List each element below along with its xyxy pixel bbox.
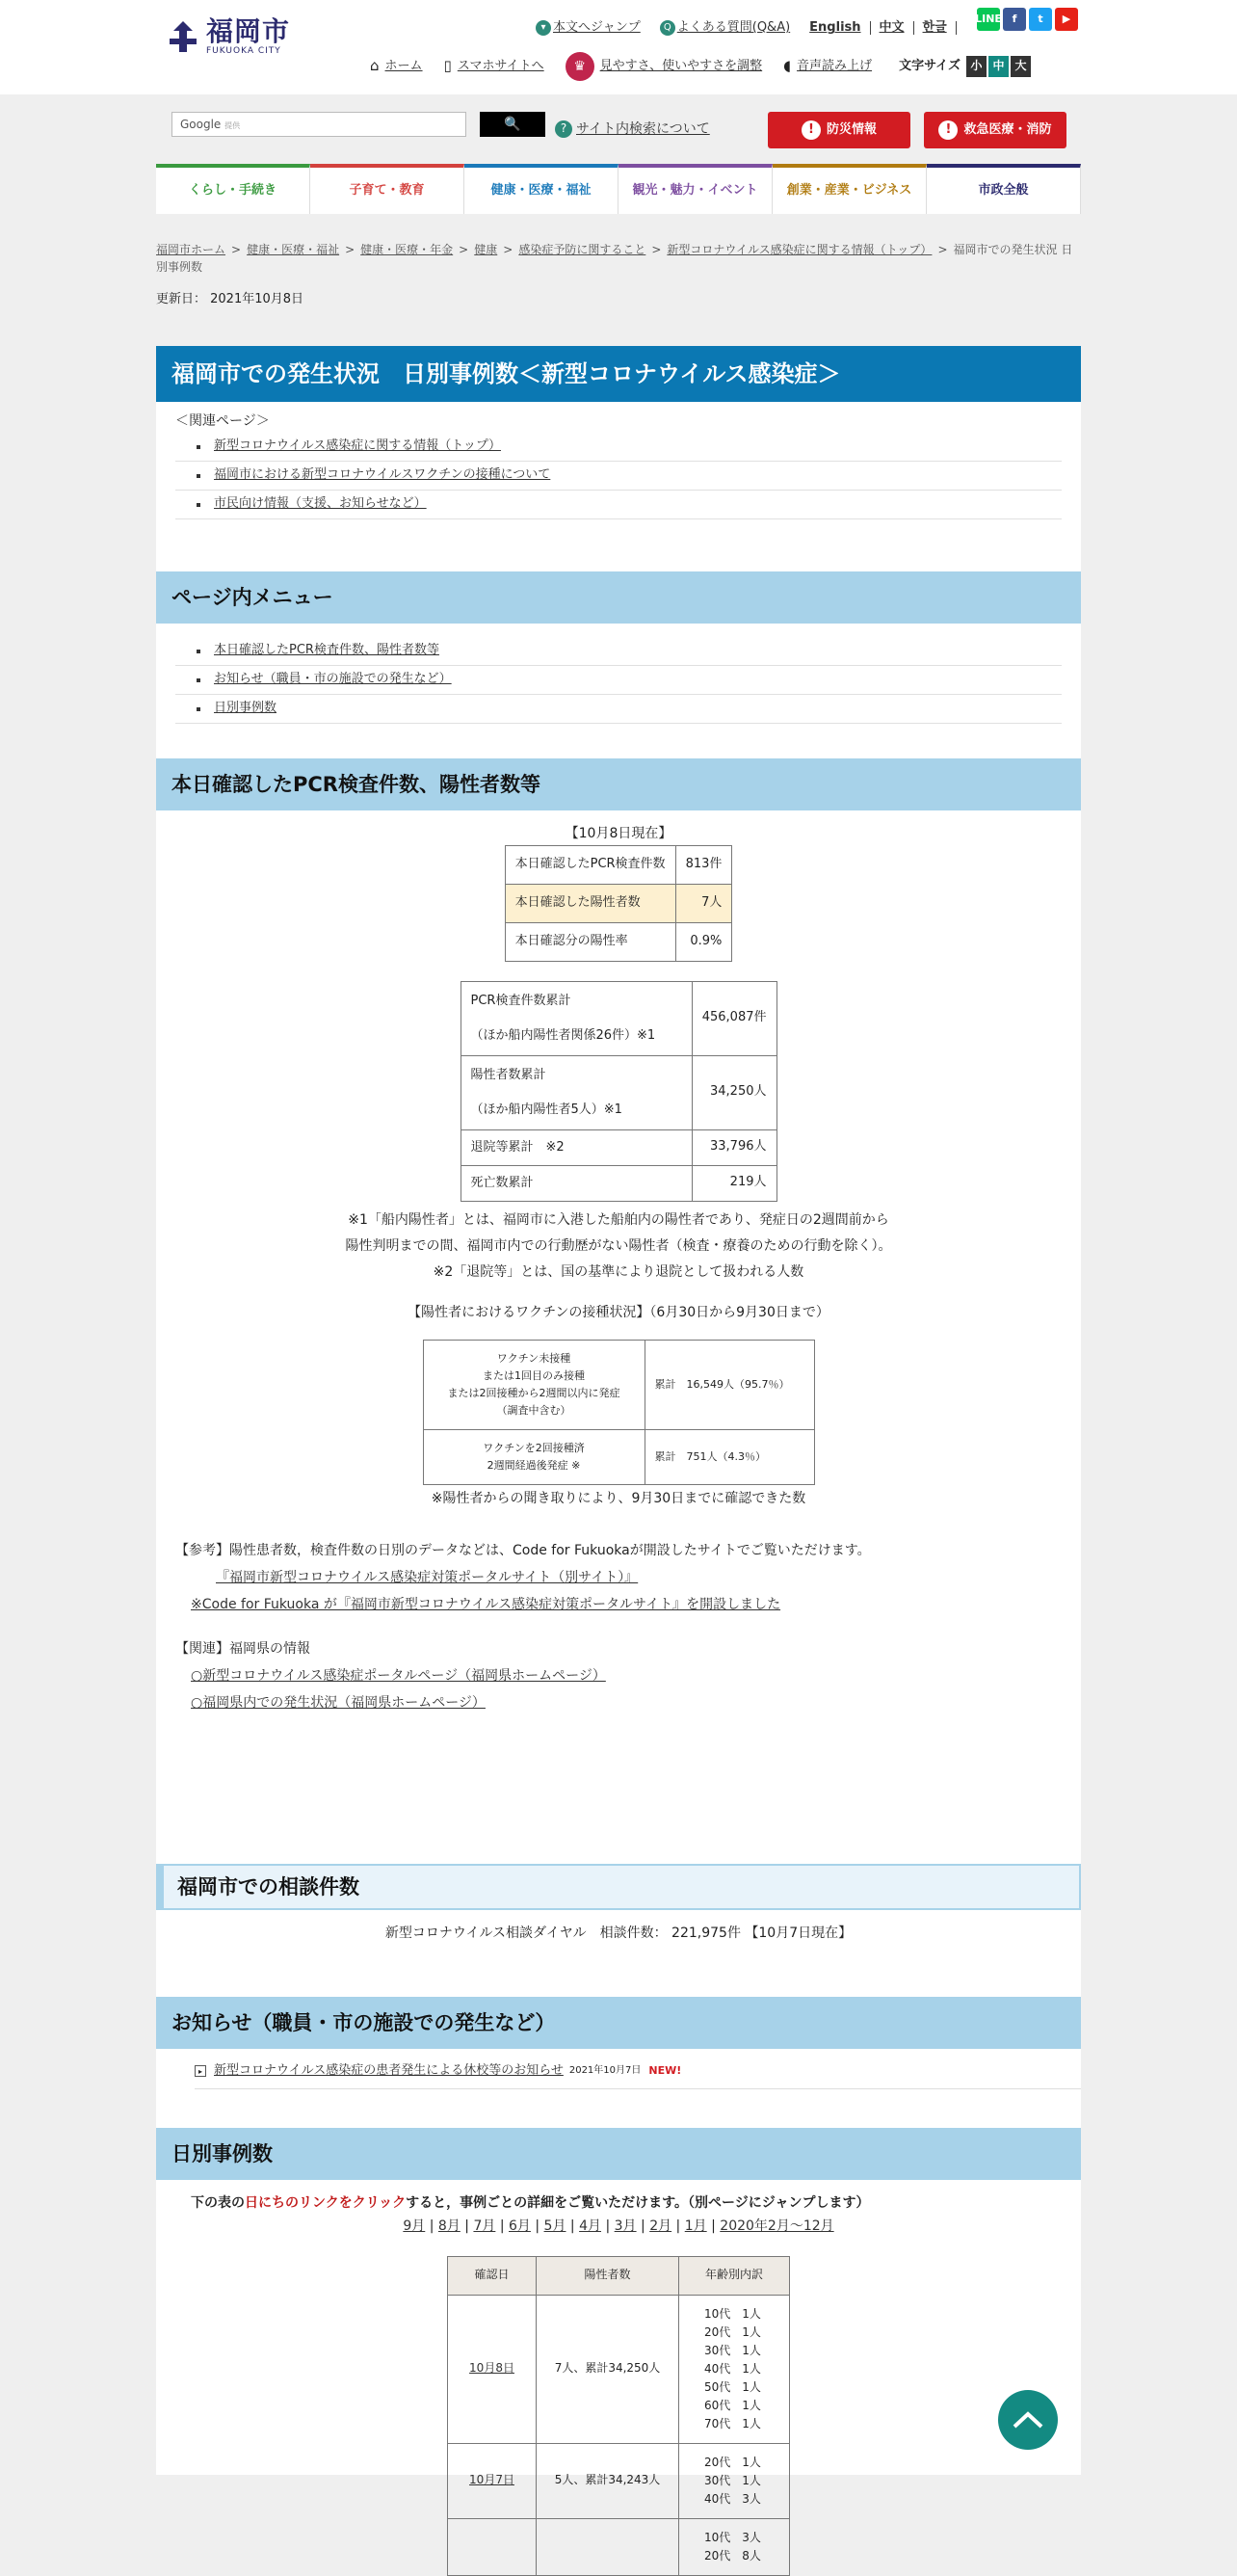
voice-link[interactable] bbox=[783, 56, 872, 77]
related-link[interactable]: 福岡市における新型コロナウイルスワクチンの接種について bbox=[214, 467, 551, 483]
faq-link-text[interactable]: よくある質問(Q&A) bbox=[676, 20, 791, 35]
count-cell bbox=[537, 2518, 679, 2575]
nav-item[interactable]: 創業・産業・ビジネス bbox=[773, 164, 927, 214]
crown-icon: ♛ bbox=[566, 52, 594, 81]
age-line: 10代 3人 bbox=[704, 2530, 761, 2544]
nav-item[interactable]: 子育て・教育 bbox=[310, 164, 464, 214]
notice-link[interactable]: 新型コロナウイルス感染症の患者発生による休校等のお知らせ bbox=[214, 2063, 564, 2078]
skip-link-text[interactable]: 本文へジャンプ bbox=[553, 20, 641, 35]
cell-label: 陽性者数累計 bbox=[470, 1067, 546, 1082]
daily-heading: 日別事例数 bbox=[156, 2128, 1081, 2180]
updated-date: 更新日： 2021年10月8日 bbox=[156, 292, 304, 306]
age-line: 20代 8人 bbox=[704, 2548, 761, 2563]
cumulative-table bbox=[461, 981, 777, 1202]
nav-item[interactable]: くらし・手続き bbox=[156, 164, 310, 214]
related-link[interactable]: 新型コロナウイルス感染症に関する情報（トップ） bbox=[214, 438, 501, 454]
month-links bbox=[156, 2217, 1081, 2236]
site-search-help[interactable] bbox=[555, 120, 710, 139]
question-icon: ? bbox=[555, 120, 572, 138]
month-link[interactable]: 6月 bbox=[509, 2218, 531, 2235]
youtube-icon[interactable]: ▶ bbox=[1055, 8, 1078, 31]
month-separator: | bbox=[530, 2218, 544, 2235]
disaster-info-button[interactable] bbox=[768, 112, 910, 148]
emergency-button[interactable] bbox=[924, 112, 1066, 148]
lang-english[interactable]: English bbox=[809, 21, 870, 35]
language-links bbox=[809, 21, 957, 35]
date-cell bbox=[448, 2443, 537, 2518]
table-cell-label: 本日確認したPCR検査件数 bbox=[505, 846, 675, 885]
list-item bbox=[175, 637, 1062, 666]
vaccine-note: ※陽性者からの聞き取りにより、9月30日までに確認できた数 bbox=[431, 1491, 806, 1507]
table-cell-value: 累計 751人（4.3％） bbox=[645, 1430, 814, 1485]
related-pages bbox=[156, 402, 1081, 571]
notice-section bbox=[156, 2049, 1081, 2128]
facebook-icon[interactable]: f bbox=[1003, 8, 1026, 31]
table-cell-label bbox=[461, 1129, 692, 1165]
date-cell bbox=[448, 2518, 537, 2575]
breadcrumb-link[interactable]: 福岡市ホーム bbox=[156, 243, 226, 256]
page-top-button[interactable] bbox=[998, 2390, 1058, 2450]
table-cell-value: 34,250人 bbox=[692, 1055, 776, 1129]
nav-item[interactable]: 観光・魅力・イベント bbox=[618, 164, 773, 214]
list-item bbox=[175, 462, 1062, 491]
ages-cell bbox=[679, 2443, 790, 2518]
cell-line: ワクチンを2回接種済 bbox=[483, 1442, 585, 1455]
consult-text: 新型コロナウイルス相談ダイヤル 相談件数： 221,975件 【10月7日現在】 bbox=[384, 1925, 853, 1941]
chevron-down-icon: ▾ bbox=[536, 20, 551, 36]
age-line: 20代 1人 bbox=[704, 2455, 761, 2469]
month-separator: | bbox=[495, 2218, 509, 2235]
age-line: 70代 1人 bbox=[704, 2416, 761, 2430]
month-separator: | bbox=[566, 2218, 580, 2235]
consult-heading: 福岡市での相談件数 bbox=[156, 1864, 1081, 1910]
table-row bbox=[423, 1341, 814, 1430]
font-size-control bbox=[899, 56, 1031, 77]
month-link[interactable]: 9月 bbox=[403, 2218, 426, 2235]
today-table bbox=[505, 845, 733, 962]
prefecture-portal-link[interactable]: ○新型コロナウイルス感染症ポータルページ（福岡県ホームページ） bbox=[191, 1668, 606, 1685]
emergency-label: 救急医療・消防 bbox=[963, 121, 1052, 137]
notice-date: 2021年10月7日 bbox=[568, 2065, 642, 2077]
month-separator: | bbox=[460, 2218, 474, 2235]
table-header: 年齢別内訳 bbox=[679, 2256, 790, 2295]
main-content bbox=[156, 346, 1081, 2563]
breadcrumb-current: 福岡市での発生状況 日別事例数 bbox=[156, 243, 1073, 274]
month-separator: | bbox=[636, 2218, 650, 2235]
count-cell: 5人、累計34,243人 bbox=[537, 2443, 679, 2518]
notice-heading: お知らせ（職員・市の施設での発生など） bbox=[156, 1997, 1081, 2049]
age-line: 50代 1人 bbox=[704, 2379, 761, 2394]
table-cell-value: 219人 bbox=[692, 1165, 776, 1201]
reference-text: 【参考】陽性患者数，検査件数の日別のデータなどは、Code for Fukuokaが開設したサイトでご覧いただけます。 bbox=[175, 1543, 871, 1559]
month-link[interactable]: 1月 bbox=[684, 2218, 707, 2235]
as-of-date: 【10月8日現在】 bbox=[565, 826, 672, 841]
month-separator: | bbox=[425, 2218, 438, 2235]
menu-link[interactable]: 日別事例数 bbox=[214, 700, 277, 715]
table-cell-value: 累計 16,549人（95.7％） bbox=[645, 1341, 814, 1430]
table-row bbox=[448, 2443, 790, 2518]
date-link[interactable]: 10月8日 bbox=[469, 2361, 514, 2376]
table-row bbox=[505, 846, 732, 885]
voice-link-text[interactable]: 音声読み上げ bbox=[797, 58, 873, 73]
table-cell-label bbox=[461, 1165, 692, 1201]
age-line: 30代 1人 bbox=[704, 2343, 761, 2357]
breadcrumb-separator: > bbox=[459, 243, 469, 256]
table-row bbox=[461, 1129, 776, 1165]
note-1b: 陽性判明までの間、福岡市内での行動歴がない陽性者（検査・療養のための行動を除く）。 bbox=[345, 1237, 892, 1254]
table-row bbox=[448, 2518, 790, 2575]
speaker-icon: ◖ bbox=[783, 57, 792, 75]
smartphone-link[interactable] bbox=[444, 56, 544, 77]
month-link[interactable]: 2020年2月～12月 bbox=[720, 2218, 834, 2235]
date-cell bbox=[448, 2295, 537, 2443]
vaccine-table bbox=[423, 1340, 815, 1485]
smartphone-icon: ▯ bbox=[443, 57, 452, 75]
table-row bbox=[461, 981, 776, 1055]
disaster-info-label: 防災情報 bbox=[826, 121, 877, 137]
lang-chinese[interactable]: 中文 bbox=[871, 21, 914, 35]
city-emblem-icon bbox=[164, 17, 202, 56]
month-link[interactable]: 4月 bbox=[579, 2218, 602, 2235]
accessibility-link[interactable] bbox=[566, 52, 762, 81]
month-link[interactable]: 7月 bbox=[473, 2218, 496, 2235]
month-separator: | bbox=[706, 2218, 721, 2235]
font-size-medium[interactable]: 中 bbox=[988, 56, 1009, 77]
home-link[interactable] bbox=[370, 56, 423, 77]
cell-line: または1回目のみ接種 bbox=[483, 1369, 585, 1383]
portal-link[interactable]: 『福岡市新型コロナウイルス感染症対策ポータルサイト（別サイト）』 bbox=[216, 1570, 639, 1586]
table-row bbox=[461, 1165, 776, 1201]
month-link[interactable]: 5月 bbox=[543, 2218, 566, 2235]
list-item bbox=[175, 695, 1062, 724]
prefecture-title: 【関連】福岡県の情報 bbox=[175, 1641, 310, 1658]
note-1a: ※1「船内陽性者」とは、福岡市に入港した船舶内の陽性者であり、発症日の2週間前から bbox=[348, 1211, 889, 1228]
breadcrumb-separator: > bbox=[651, 243, 662, 256]
daily-intro-emphasis: 日にちのリンクをクリック bbox=[245, 2195, 407, 2211]
question-icon: Q bbox=[660, 20, 675, 36]
exclamation-icon: ! bbox=[938, 120, 958, 140]
font-size-small[interactable]: 小 bbox=[966, 56, 987, 77]
font-size-label: 文字サイズ bbox=[899, 58, 961, 73]
accessibility-link-text[interactable]: 見やすさ、使いやすさを調整 bbox=[599, 58, 763, 73]
month-separator: | bbox=[601, 2218, 615, 2235]
page-menu-heading: ページ内メニュー bbox=[156, 571, 1081, 624]
google-label: Google bbox=[180, 118, 222, 131]
daily-section bbox=[156, 2180, 1081, 2576]
page-menu bbox=[156, 624, 1081, 758]
age-line: 40代 1人 bbox=[704, 2361, 761, 2376]
list-item bbox=[175, 491, 1062, 519]
nav-item[interactable]: 健康・医療・福祉 bbox=[464, 164, 618, 214]
breadcrumb bbox=[156, 241, 1081, 276]
logo-sub-text: FUKUOKA CITY bbox=[206, 46, 281, 56]
lang-korean[interactable]: 한글 bbox=[914, 21, 957, 35]
breadcrumb-link[interactable]: 健康・医療・福祉 bbox=[247, 243, 340, 256]
table-row bbox=[448, 2295, 790, 2443]
code-for-fukuoka-link[interactable]: ※Code for Fukuoka が『福岡市新型コロナウイルス感染症対策ポータルサイト』を開設しました bbox=[191, 1597, 781, 1613]
arrow-right-icon: ▸ bbox=[195, 2065, 206, 2077]
font-size-large[interactable]: 大 bbox=[1011, 56, 1031, 77]
table-cell-value: 0.9% bbox=[675, 922, 732, 961]
site-header bbox=[0, 0, 1237, 94]
age-line: 60代 1人 bbox=[704, 2398, 761, 2412]
prefecture-status-link[interactable]: ○福岡県内での発生状況（福岡県ホームページ） bbox=[191, 1695, 486, 1712]
table-header: 確認日 bbox=[448, 2256, 537, 2295]
cell-sub: （ほか船内陽性者関係26件）※1 bbox=[470, 1027, 656, 1043]
note-2: ※2「退院等」とは、国の基準により退院として扱われる人数 bbox=[433, 1263, 804, 1280]
faq-link[interactable] bbox=[660, 19, 790, 38]
cell-label: 死亡数累計 bbox=[470, 1175, 534, 1190]
table-cell-value: 456,087件 bbox=[692, 981, 776, 1055]
cell-sub: （ほか船内陽性者5人）※1 bbox=[470, 1102, 622, 1117]
related-link[interactable]: 市民向け情報（支援、お知らせなど） bbox=[214, 495, 427, 511]
daily-table bbox=[447, 2256, 790, 2576]
month-separator: | bbox=[671, 2218, 685, 2235]
pcr-heading: 本日確認したPCR検査件数、陽性者数等 bbox=[156, 758, 1081, 810]
date-link[interactable]: 10月7日 bbox=[469, 2473, 514, 2487]
list-item bbox=[175, 666, 1062, 695]
table-cell-label bbox=[461, 981, 692, 1055]
table-cell-label: 本日確認した陽性者数 bbox=[505, 885, 675, 923]
table-row bbox=[461, 1055, 776, 1129]
new-badge: NEW! bbox=[648, 2064, 682, 2078]
nav-item[interactable]: 市政全般 bbox=[927, 164, 1081, 214]
related-title: ＜関連ページ＞ bbox=[175, 413, 270, 429]
breadcrumb-separator: > bbox=[345, 243, 355, 256]
count-cell: 7人、累計34,250人 bbox=[537, 2295, 679, 2443]
cell-label: 退院等累計 ※2 bbox=[470, 1139, 565, 1155]
twitter-icon[interactable]: t bbox=[1029, 8, 1052, 31]
breadcrumb-separator: > bbox=[503, 243, 513, 256]
vaccine-title: 【陽性者におけるワクチンの接種状況】（6月30日から9月30日まで） bbox=[408, 1304, 829, 1320]
line-icon[interactable]: LINE bbox=[977, 8, 1000, 31]
age-line: 10代 1人 bbox=[704, 2306, 761, 2321]
daily-intro-post: すると，事例ごとの詳細をご覧いただけます。（別ページにジャンプします） bbox=[406, 2195, 870, 2211]
age-line: 40代 3人 bbox=[704, 2491, 761, 2506]
cell-line: 2週間経過後発症 ※ bbox=[487, 1459, 581, 1473]
table-cell-label bbox=[423, 1341, 645, 1430]
smartphone-link-text[interactable]: スマホサイトへ bbox=[457, 58, 544, 73]
table-cell-value: 813件 bbox=[675, 846, 732, 885]
cell-line: （調査中含む） bbox=[496, 1404, 571, 1418]
breadcrumb-link[interactable]: 新型コロナウイルス感染症に関する情報（トップ） bbox=[667, 243, 933, 256]
page-title: 福岡市での発生状況 日別事例数＜新型コロナウイルス感染症＞ bbox=[156, 346, 1081, 402]
breadcrumb-separator: > bbox=[231, 243, 242, 256]
chevron-up-icon bbox=[1012, 2410, 1044, 2430]
site-search-help-text[interactable]: サイト内検索について bbox=[576, 121, 710, 137]
age-line: 20代 1人 bbox=[704, 2324, 761, 2339]
menu-link[interactable]: 本日確認したPCR検査件数、陽性者数等 bbox=[214, 643, 439, 657]
house-icon: ⌂ bbox=[370, 57, 380, 75]
breadcrumb-separator: > bbox=[937, 243, 948, 256]
table-header-row bbox=[448, 2256, 790, 2295]
search-input[interactable] bbox=[171, 112, 466, 137]
table-cell-label bbox=[461, 1055, 692, 1129]
google-sub: 提供 bbox=[224, 121, 241, 130]
cell-label: PCR検査件数累計 bbox=[470, 993, 571, 1008]
table-header: 陽性者数 bbox=[537, 2256, 679, 2295]
skip-link[interactable] bbox=[536, 19, 641, 38]
breadcrumb-link[interactable]: 感染症予防に関すること bbox=[518, 243, 646, 256]
table-row bbox=[505, 885, 732, 923]
home-link-text[interactable]: ホーム bbox=[384, 58, 423, 73]
table-cell-label: 本日確認分の陽性率 bbox=[505, 922, 675, 961]
ages-cell bbox=[679, 2518, 790, 2575]
month-link[interactable]: 3月 bbox=[614, 2218, 637, 2235]
list-item bbox=[175, 433, 1062, 462]
exclamation-icon: ! bbox=[802, 120, 821, 140]
site-logo[interactable] bbox=[164, 17, 290, 56]
table-row bbox=[505, 922, 732, 961]
table-cell-label bbox=[423, 1430, 645, 1485]
logo-main-text: 福岡市 bbox=[206, 15, 291, 47]
table-cell-value: 33,796人 bbox=[692, 1129, 776, 1165]
cell-line: または2回接種から2週間以内に発症 bbox=[447, 1387, 620, 1400]
table-cell-value: 7人 bbox=[675, 885, 732, 923]
social-links bbox=[977, 8, 1081, 31]
breadcrumb-link[interactable]: 健康・医療・年金 bbox=[360, 243, 454, 256]
cell-line: ワクチン未接種 bbox=[496, 1352, 571, 1366]
menu-link[interactable]: お知らせ（職員・市の施設での発生など） bbox=[214, 671, 452, 686]
daily-intro-pre: 下の表の bbox=[191, 2195, 245, 2211]
age-line: 30代 1人 bbox=[704, 2473, 761, 2487]
breadcrumb-link[interactable]: 健康 bbox=[474, 243, 498, 256]
month-link[interactable]: 8月 bbox=[437, 2218, 461, 2235]
ages-cell bbox=[679, 2295, 790, 2443]
table-row bbox=[423, 1430, 814, 1485]
search-button[interactable]: 🔍 bbox=[480, 112, 545, 137]
global-nav bbox=[156, 164, 1081, 214]
month-link[interactable]: 2月 bbox=[649, 2218, 672, 2235]
pcr-section bbox=[156, 810, 1081, 1864]
